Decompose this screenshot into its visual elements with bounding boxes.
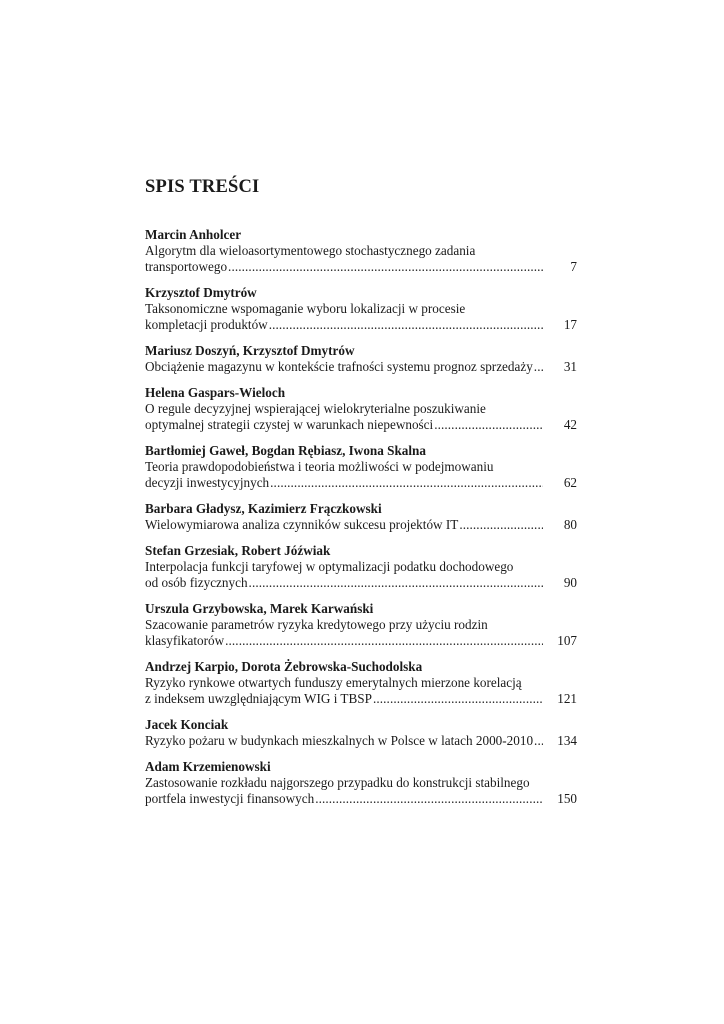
- toc-entry-authors: Stefan Grzesiak, Robert Jóźwiak: [145, 543, 331, 558]
- toc-entry: [145, 343, 577, 375]
- toc-entry-title-line: Obciążenie magazynu w kontekście trafności systemu prognoz sprzedaży: [145, 359, 533, 374]
- toc-entry-title-line: Teoria prawdopodobieństwa i teoria możliwości w podejmowaniu: [145, 459, 494, 474]
- toc-entry-title-line: z indeksem uwzględniającym WIG i TBSP: [145, 691, 372, 706]
- dot-leader: [249, 575, 543, 591]
- dot-leader: [534, 733, 543, 749]
- toc-entry-page-line: [145, 259, 577, 275]
- toc-entry-title-line: kompletacji produktów: [145, 317, 268, 332]
- toc-entry: [145, 501, 577, 533]
- toc-entry-page-line: [145, 733, 577, 749]
- toc-entry: [145, 659, 577, 707]
- toc-entry-authors: Helena Gaspars-Wieloch: [145, 385, 286, 400]
- dot-leader: [434, 417, 543, 433]
- toc-entry-page-line: [145, 575, 577, 591]
- toc-entry-page-line: [145, 791, 577, 807]
- toc-entry-authors: Mariusz Doszyń, Krzysztof Dmytrów: [145, 343, 355, 358]
- toc-entry: [145, 227, 577, 275]
- dot-leader: [373, 691, 543, 707]
- toc-entry-page-number: 7: [570, 259, 577, 274]
- dot-leader: [225, 633, 543, 649]
- toc-entry-page-line: [145, 475, 577, 491]
- toc-entry-page-number: 121: [557, 691, 577, 706]
- toc-entry-page-number: 134: [557, 733, 577, 748]
- toc-entry-title-line: od osób fizycznych: [145, 575, 248, 590]
- toc-entry-title-line: Algorytm dla wieloasortymentowego stochastycznego zadania: [145, 243, 476, 258]
- toc-entry-page-line: [145, 691, 577, 707]
- toc-entry-authors: Bartłomiej Gaweł, Bogdan Rębiasz, Iwona Skalna: [145, 443, 426, 458]
- page-title: SPIS TREŚCI: [145, 177, 260, 197]
- toc-entry: [145, 717, 577, 749]
- toc-entry: [145, 601, 577, 649]
- toc-entry-authors: Urszula Grzybowska, Marek Karwański: [145, 601, 374, 616]
- toc-entry: [145, 385, 577, 433]
- toc-entry-page-number: 80: [563, 517, 577, 532]
- toc-entry-title-line: decyzji inwestycyjnych: [145, 475, 270, 490]
- toc-entry-authors: Jacek Konciak: [145, 717, 229, 732]
- toc-entry-title-line: Wielowymiarowa analiza czynników sukcesu projektów IT: [145, 517, 459, 532]
- toc-entry-title-line: O regule decyzyjnej wspierającej wielokryterialne poszukiwanie: [145, 401, 486, 416]
- toc-entry-title-line: optymalnej strategii czystej w warunkach niepewności: [145, 417, 434, 432]
- toc-entry-page-line: [145, 517, 577, 533]
- toc-entry-title-line: Szacowanie parametrów ryzyka kredytowego przy użyciu rodzin: [145, 617, 488, 632]
- toc-entry-authors: Marcin Anholcer: [145, 227, 242, 242]
- dot-leader: [534, 359, 543, 375]
- toc-entry-authors: Adam Krzemienowski: [145, 759, 271, 774]
- toc-entry-page-line: [145, 417, 577, 433]
- toc-entry-authors: Krzysztof Dmytrów: [145, 285, 257, 300]
- toc-entry-title-line: Zastosowanie rozkładu najgorszego przypadku do konstrukcji stabilnego: [145, 775, 530, 790]
- toc-entry-title-line: portfela inwestycji finansowych: [145, 791, 315, 806]
- toc-entry-page-number: 90: [563, 575, 577, 590]
- toc-entry-page-line: [145, 359, 577, 375]
- dot-leader: [459, 517, 543, 533]
- table-of-contents: [145, 227, 577, 817]
- toc-entry-page-line: [145, 633, 577, 649]
- toc-entry-page-number: 62: [563, 475, 577, 490]
- toc-entry-page-number: 17: [563, 317, 577, 332]
- toc-entry: [145, 443, 577, 491]
- toc-entry-title-line: klasyfikatorów: [145, 633, 225, 648]
- toc-entry-page-number: 31: [563, 359, 577, 374]
- dot-leader: [228, 259, 543, 275]
- toc-entry: [145, 543, 577, 591]
- toc-entry-title-line: Interpolacja funkcji taryfowej w optymalizacji podatku dochodowego: [145, 559, 514, 574]
- dot-leader: [315, 791, 543, 807]
- toc-entry-authors: Andrzej Karpio, Dorota Żebrowska-Suchodolska: [145, 659, 423, 674]
- toc-entry-title-line: Ryzyko rynkowe otwartych funduszy emerytalnych mierzone korelacją: [145, 675, 522, 690]
- toc-entry-page-number: 107: [557, 633, 577, 648]
- toc-entry-title-line: transportowego: [145, 259, 228, 274]
- toc-entry-authors: Barbara Gładysz, Kazimierz Frączkowski: [145, 501, 382, 516]
- toc-entry: [145, 285, 577, 333]
- toc-entry-page-number: 150: [557, 791, 577, 806]
- toc-entry-page-line: [145, 317, 577, 333]
- toc-entry-page-number: 42: [563, 417, 577, 432]
- toc-entry: [145, 759, 577, 807]
- dot-leader: [269, 317, 543, 333]
- dot-leader: [270, 475, 543, 491]
- toc-entry-title-line: Ryzyko pożaru w budynkach mieszkalnych w Polsce w latach 2000-2010: [145, 733, 534, 748]
- toc-entry-title-line: Taksonomiczne wspomaganie wyboru lokalizacji w procesie: [145, 301, 466, 316]
